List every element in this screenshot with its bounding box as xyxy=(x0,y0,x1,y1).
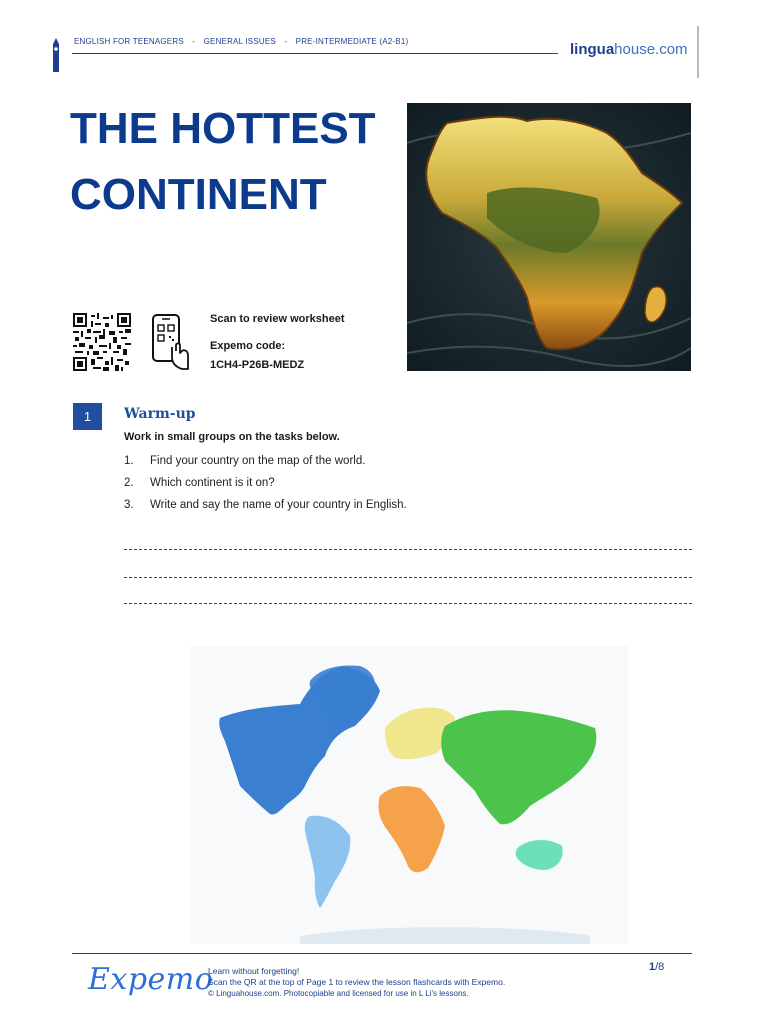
breadcrumb-separator: - xyxy=(284,37,288,46)
footer-instructions: Scan the QR at the top of Page 1 to review the lesson flashcards with Expemo. xyxy=(208,977,506,987)
big-ben-icon xyxy=(50,38,62,72)
task-text: Find your country on the map of the world. xyxy=(150,455,366,467)
footer-divider xyxy=(72,953,692,954)
footer-copyright: © Linguahouse.com. Photocopiable and licensed for use in L Li's lessons. xyxy=(208,989,469,998)
page-title xyxy=(70,96,400,228)
task-number: 3. xyxy=(124,499,134,511)
expemo-logo[interactable]: Expemo xyxy=(88,962,214,997)
expemo-code-label: Expemo code: xyxy=(210,340,286,352)
task-number: 1. xyxy=(124,455,134,467)
qr-code-icon[interactable] xyxy=(72,313,132,371)
answer-line[interactable] xyxy=(124,577,692,578)
brand-logo-rest: house.com xyxy=(614,41,688,58)
breadcrumb-topic: GENERAL ISSUES xyxy=(203,37,276,46)
page-title-line1: THE HOTTEST xyxy=(70,104,376,153)
task-text: Write and say the name of your country in English. xyxy=(150,499,407,511)
page-total: /8 xyxy=(655,961,665,973)
breadcrumb-separator: - xyxy=(192,37,196,46)
task-item xyxy=(124,477,275,489)
page-number xyxy=(649,961,664,973)
footer-tagline: Learn without forgetting! xyxy=(208,966,300,976)
expemo-code-value: 1CH4-P26B-MEDZ xyxy=(210,359,305,371)
brand-logo[interactable] xyxy=(570,41,688,58)
section-title: Warm-up xyxy=(124,406,196,422)
world-map-image xyxy=(190,646,628,944)
breadcrumb xyxy=(74,37,408,46)
breadcrumb-level: ENGLISH FOR TEENAGERS xyxy=(74,37,184,46)
answer-line[interactable] xyxy=(124,549,692,550)
page-current: 1 xyxy=(649,961,656,973)
africa-hero-image xyxy=(407,103,691,371)
section-instruction: Work in small groups on the tasks below. xyxy=(124,431,340,443)
task-number: 2. xyxy=(124,477,134,489)
section-number-badge: 1 xyxy=(73,403,102,430)
brand-logo-main: lingua xyxy=(570,41,615,58)
page-title-line2: CONTINENT xyxy=(70,170,327,219)
answer-line[interactable] xyxy=(124,603,692,604)
task-item xyxy=(124,499,407,511)
header-divider xyxy=(72,53,558,54)
header-side-bar xyxy=(697,26,699,78)
scan-label: Scan to review worksheet xyxy=(210,313,345,325)
task-text: Which continent is it on? xyxy=(150,477,275,489)
task-item xyxy=(124,455,365,467)
phone-scan-icon xyxy=(150,313,190,371)
breadcrumb-level-code: PRE-INTERMEDIATE (A2-B1) xyxy=(295,37,409,46)
